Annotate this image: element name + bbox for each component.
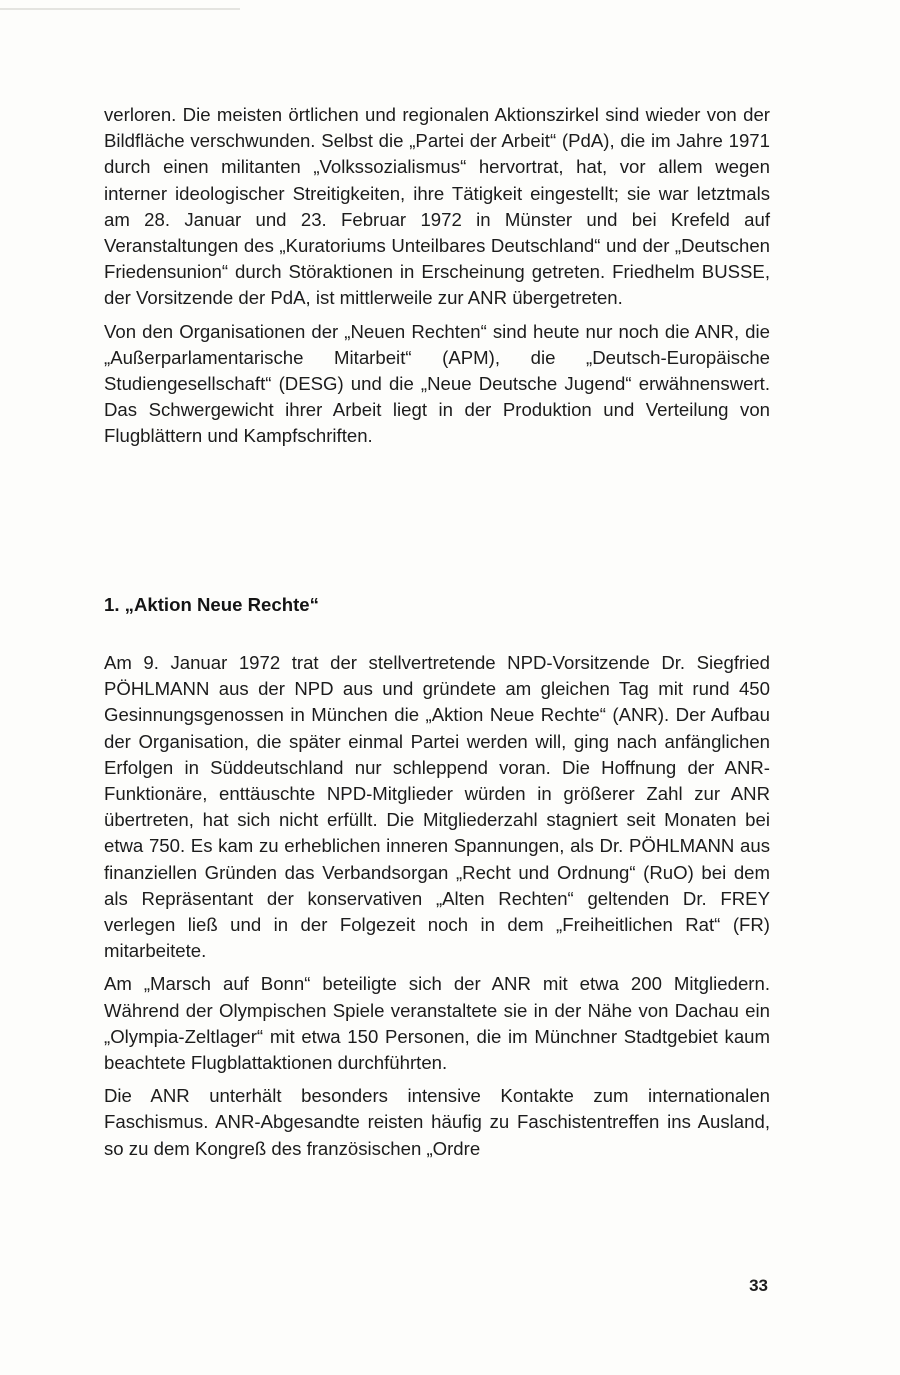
section-anr xyxy=(104,592,770,1162)
scan-edge-rule xyxy=(0,8,240,10)
intro-paragraph-1: verloren. Die meisten örtlichen und regionalen Aktionszirkel sind wieder von der Bildfläche verschwunden. Selbst die „Partei der Arbeit“ (PdA), die im Jahre 1971 durch einen militanten „Volkssozialismus“ hervortrat, hat, vor allem wegen interner ideologischer Streitigkeiten, ihre Tätigkeit eingestellt; sie war letztmals am 28. Januar und 23. Februar 1972 in Münster und bei Krefeld auf Veranstaltungen des „Kuratoriums Unteilbares Deutschland“ und der „Deutschen Friedensunion“ durch Störaktionen in Erscheinung getreten. Friedhelm BUSSE, der Vorsitzende der PdA, ist mittlerweile zur ANR übergetreten. xyxy=(104,104,770,309)
section-paragraph-2: Am „Marsch auf Bonn“ beteiligte sich der ANR mit etwa 200 Mitgliedern. Während der Olympischen Spiele veranstaltete sie in der Nähe von Dachau ein „Olympia-Zeltlager“ mit etwa 150 Personen, die im Münchner Stadtgebiet kaum beachtete Flugblattaktionen durchführten. xyxy=(104,973,770,1074)
section-paragraph-1: Am 9. Januar 1972 trat der stellvertretende NPD-Vorsitzende Dr. Siegfried PÖHLMANN aus der NPD aus und gründete am gleichen Tag mit rund 450 Gesinnungsgenossen in München die „Aktion Neue Rechte“ (ANR). Der Aufbau der Organisation, die später einmal Partei werden will, ging nach anfänglichen Erfolgen in Süddeutschland nur schleppend voran. Die Hoffnung der ANR-Funktionäre, enttäuschte NPD-Mitglieder würden in größerer Zahl zur ANR übertreten, hat sich nicht erfüllt. Die Mitgliederzahl stagniert seit Monaten bei etwa 750. Es kam zu erheblichen inneren Spannungen, als Dr. PÖHLMANN aus finanziellen Gründen das Verbandsorgan „Recht und Ordnung“ (RuO) bei dem als Repräsentant der konservativen „Alten Rechten“ geltenden Dr. FREY verlegen ließ und in der Folgezeit noch in dem „Freiheitlichen Rat“ (FR) mitarbeitete. xyxy=(104,652,770,962)
page-number: 33 xyxy=(749,1276,768,1295)
section-heading: 1. „Aktion Neue Rechte“ xyxy=(104,594,319,615)
intro-paragraph-2: Von den Organisationen der „Neuen Rechten“ sind heute nur noch die ANR, die „Außerparlamentarische Mitarbeit“ (APM), die „Deutsch-Europäische Studiengesellschaft“ (DESG) und die „Neue Deutsche Jugend“ erwähnenswert. Das Schwergewicht ihrer Arbeit liegt in der Produktion und Verteilung von Flugblättern und Kampfschriften. xyxy=(104,320,770,447)
section-paragraph-3: Die ANR unterhält besonders intensive Kontakte zum internationalen Faschismus. ANR-Abgesandte reisten häufig zu Faschistentreffen ins Ausland, so zu dem Kongreß des französischen „Ordre xyxy=(104,1085,770,1159)
intro-text xyxy=(104,102,770,450)
